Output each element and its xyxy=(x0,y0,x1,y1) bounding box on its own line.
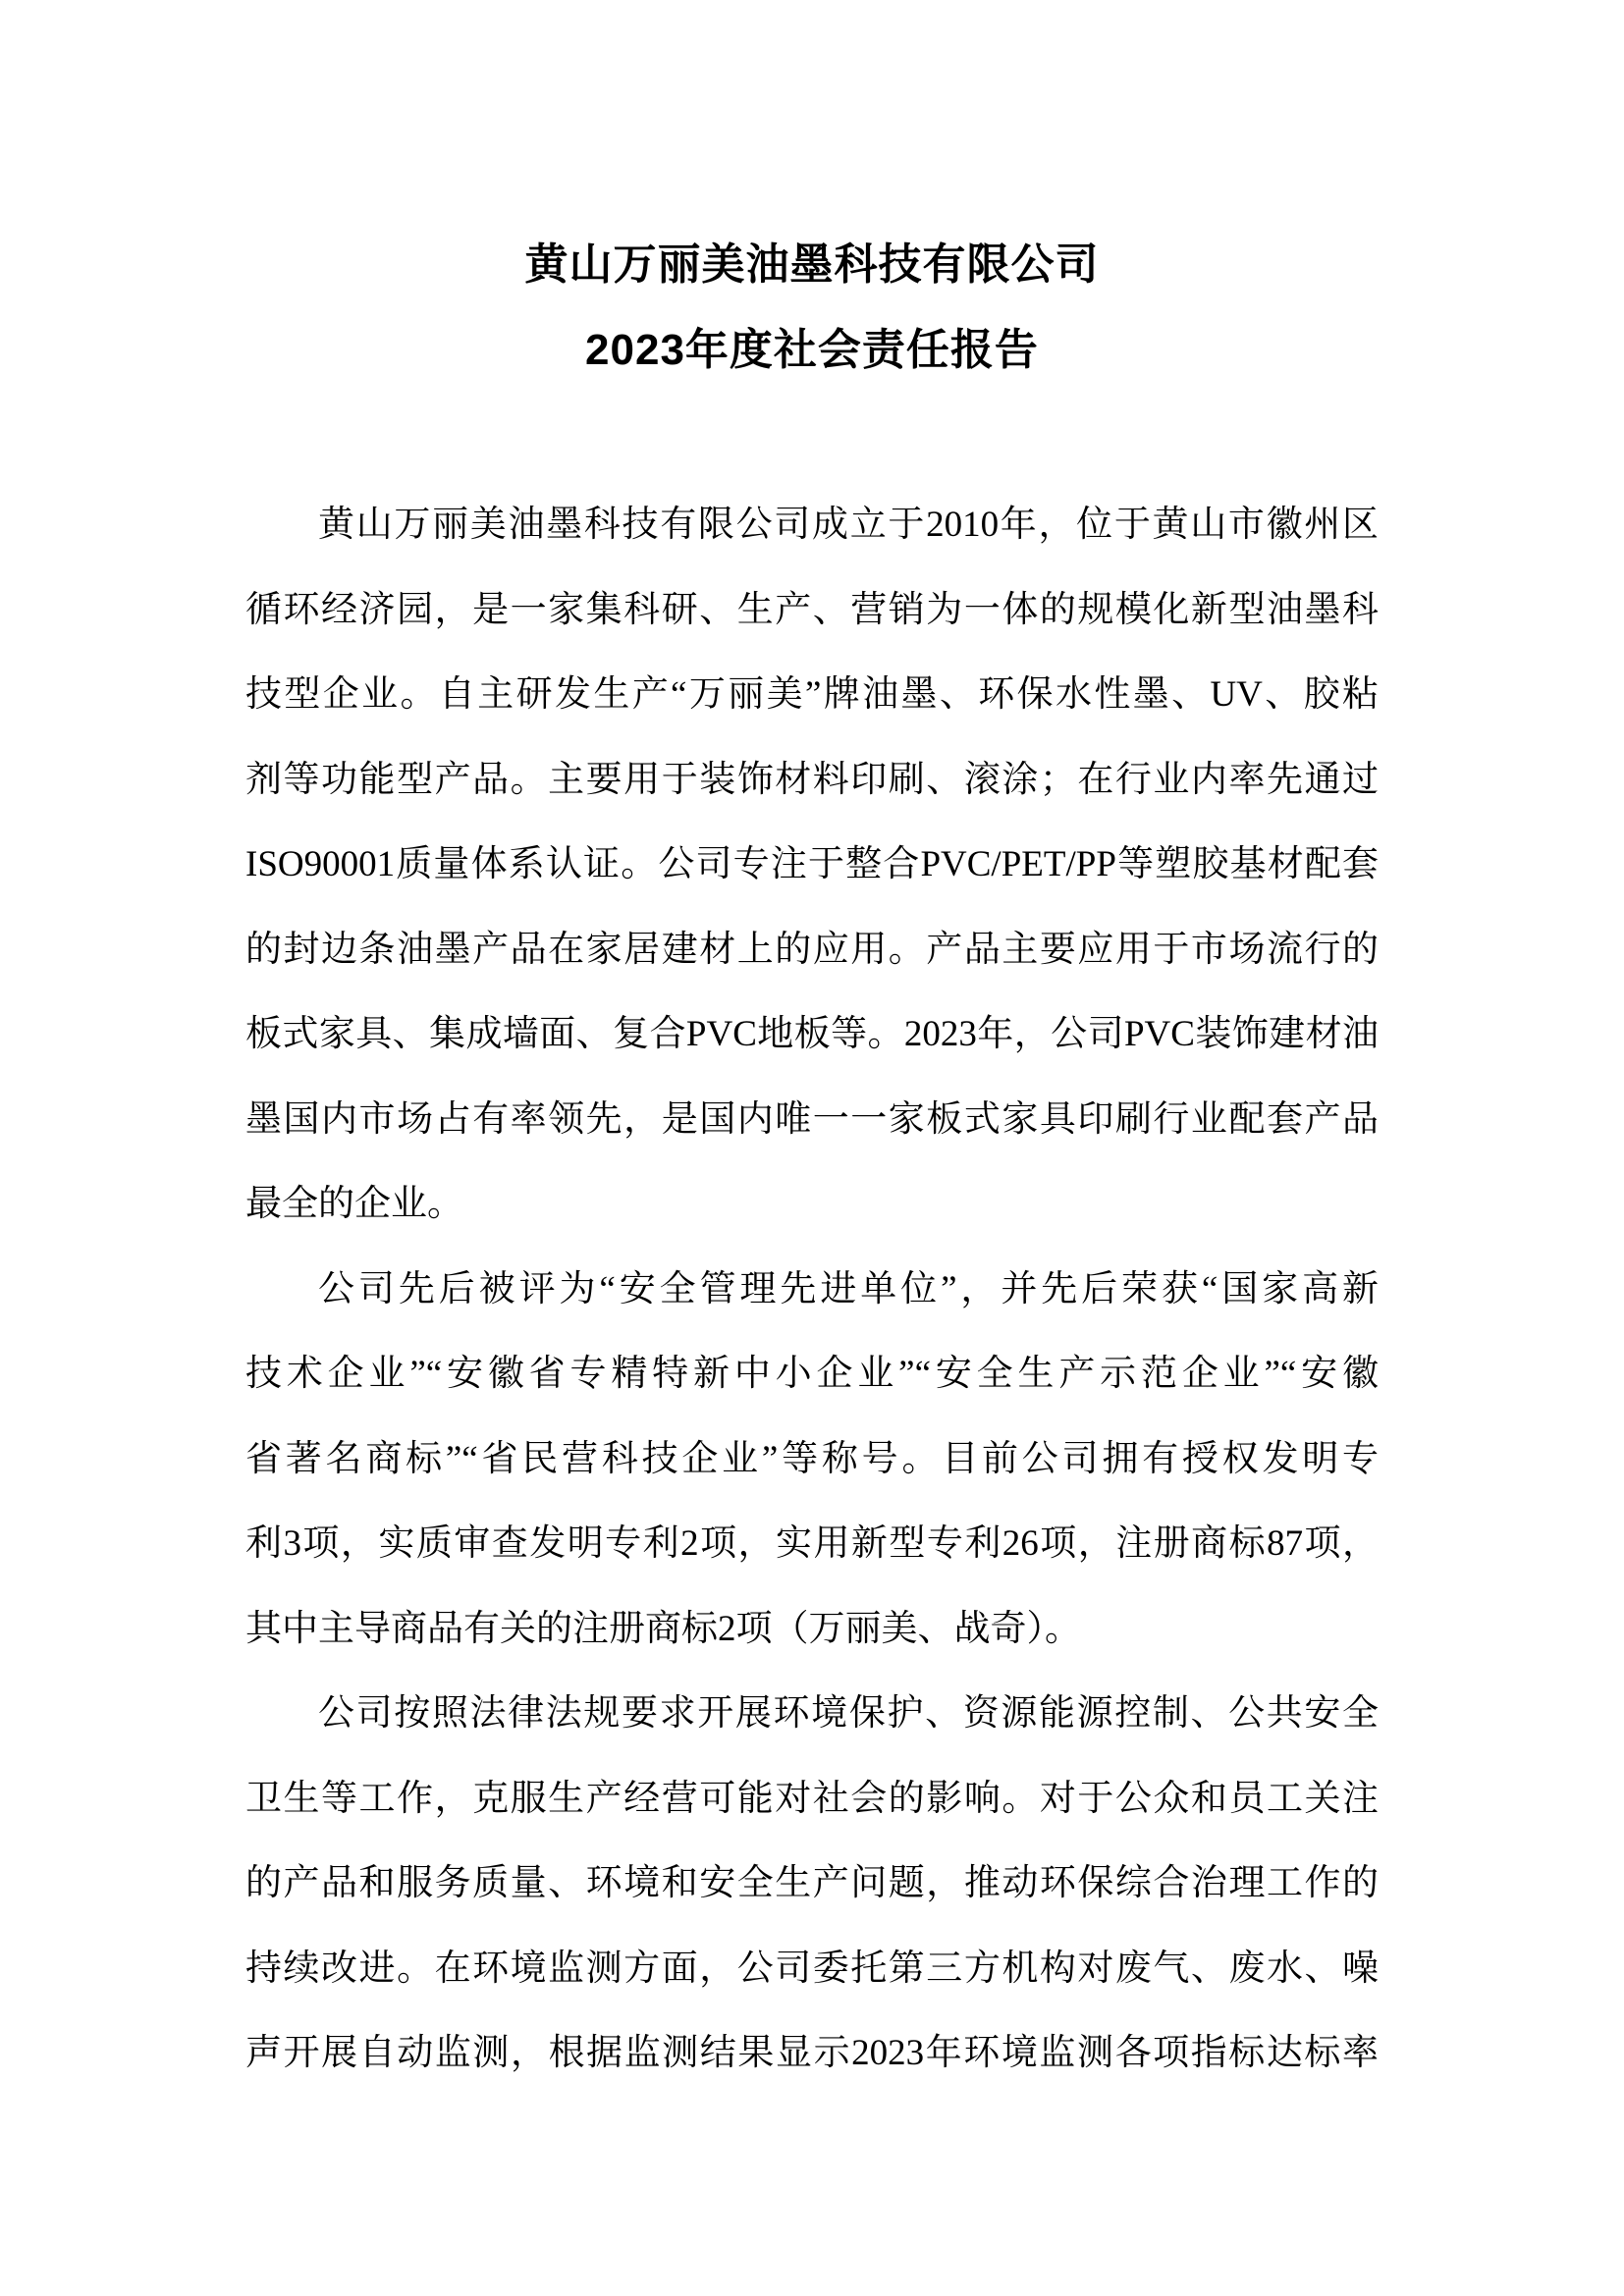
body-line: 持续改进。在环境监测方面，公司委托第三方机构对废气、废水、噪 xyxy=(245,1948,1379,1989)
body-line: ISO90001质量体系认证。公司专注于整合PVC/PET/PP等塑胶基材配套 xyxy=(245,844,1379,884)
body-line: 板式家具、集成墙面、复合PVC地板等。2023年，公司PVC装饰建材油 xyxy=(245,1014,1379,1054)
body-line: 墨国内市场占有率领先，是国内唯一一家板式家具印刷行业配套产品 xyxy=(245,1098,1379,1140)
document-body xyxy=(245,483,1379,2097)
body-line: 省著名商标”“省民营科技企业”等称号。目前公司拥有授权发明专 xyxy=(245,1438,1379,1479)
document-title-line-1: 黄山万丽美油墨科技有限公司 xyxy=(524,240,1100,289)
body-line: 的封边条油墨产品在家居建材上的应用。产品主要应用于市场流行的 xyxy=(245,929,1379,970)
body-line: 其中主导商品有关的注册商标2项（万丽美、战奇）。 xyxy=(245,1608,1081,1649)
document-title-line-2: 2023年度社会责任报告 xyxy=(585,326,1039,374)
body-line: 技型企业。自主研发生产“万丽美”牌油墨、环保水性墨、UV、胶粘 xyxy=(245,674,1379,715)
body-line: 黄山万丽美油墨科技有限公司成立于2010年，位于黄山市徽州区 xyxy=(318,505,1379,545)
body-line: 声开展自动监测，根据监测结果显示2023年环境监测各项指标达标率 xyxy=(245,2033,1379,2073)
document-title xyxy=(0,222,1624,393)
body-line: 的产品和服务质量、环境和安全生产问题，推动环保综合治理工作的 xyxy=(245,1863,1379,1903)
body-line: 公司按照法律法规要求开展环境保护、资源能源控制、公共安全 xyxy=(318,1693,1379,1734)
body-line: 技术企业”“安徽省专精特新中小企业”“安全生产示范企业”“安徽 xyxy=(245,1354,1379,1394)
body-line: 利3项，实质审查发明专利2项，实用新型专利26项，注册商标87项， xyxy=(245,1523,1379,1564)
body-line: 剂等功能型产品。主要用于装饰材料印刷、滚涂；在行业内率先通过 xyxy=(245,759,1379,800)
body-line: 最全的企业。 xyxy=(245,1184,463,1224)
body-line: 循环经济园，是一家集科研、生产、营销为一体的规模化新型油墨科 xyxy=(245,589,1379,630)
body-line: 卫生等工作，克服生产经营可能对社会的影响。对于公众和员工关注 xyxy=(245,1778,1379,1819)
body-line: 公司先后被评为“安全管理先进单位”，并先后荣获“国家高新 xyxy=(318,1268,1379,1309)
